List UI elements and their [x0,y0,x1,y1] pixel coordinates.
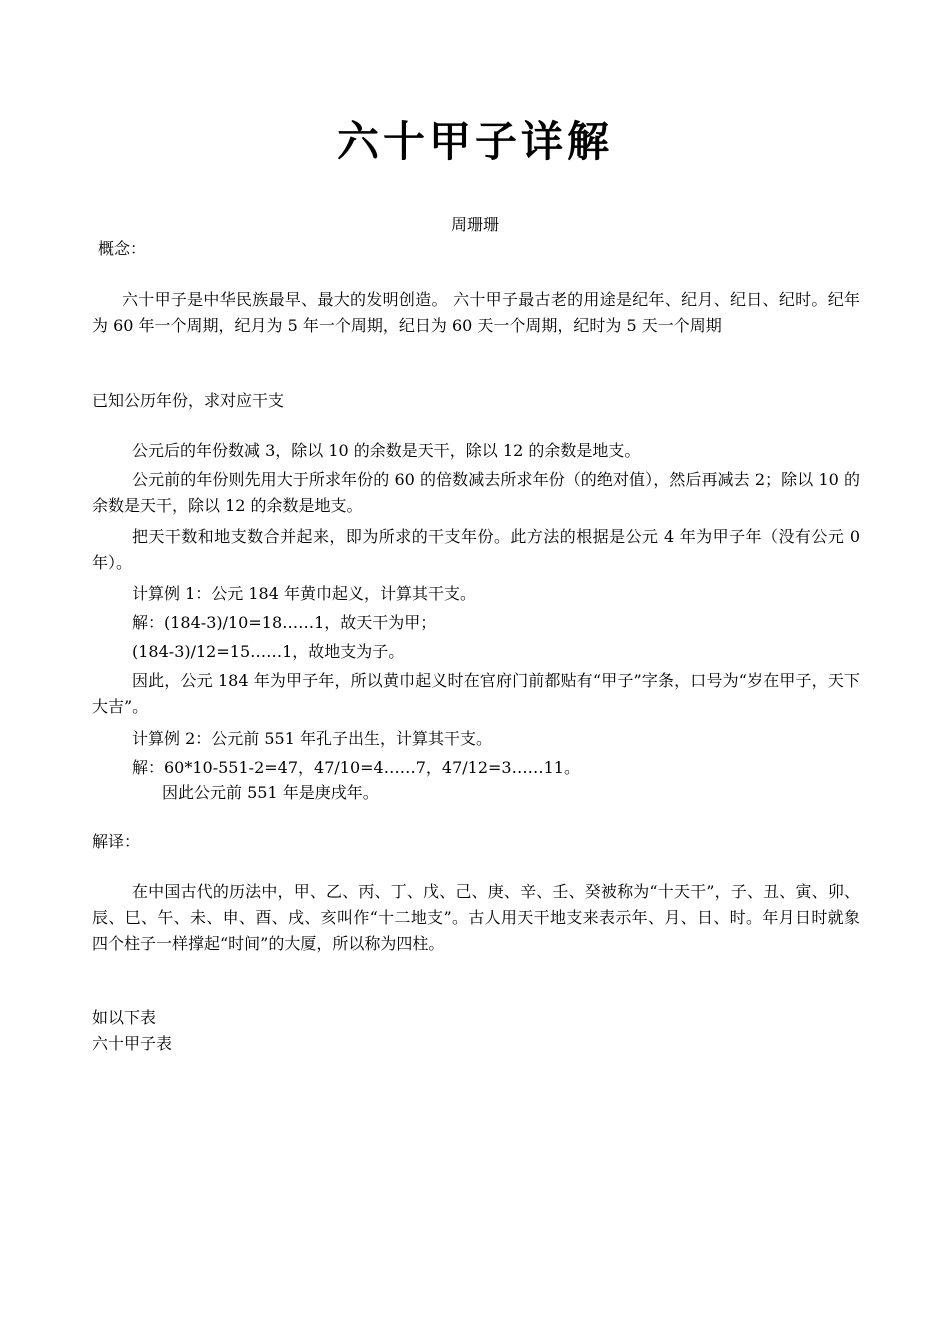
example1-title: 计算例 1：公元 184 年黄巾起义，计算其干支。 [132,584,476,603]
example1-step1: 解：(184-3)/10=18……1，故天干为甲； [132,613,437,632]
table-title: 六十甲子表 [92,1034,173,1053]
example2-title: 计算例 2：公元前 551 年孔子出生，计算其干支。 [132,729,492,748]
example1-conclusion: 因此，公元 184 年为甲子年，所以黄巾起义时在官府门前都贴有“甲子”字条，口号为“岁在甲子，天下大吉”。 [92,671,860,716]
rule-ad-paragraph: 公元后的年份数减 3，除以 10 的余数是天干，除以 12 的余数是地支。 [132,441,641,460]
section-heading-year-conversion: 已知公历年份，求对应干支 [92,391,285,410]
author-name: 周珊珊 [450,215,499,234]
document-title: 六十甲子详解 [336,117,613,166]
example2-conclusion: 因此公元前 551 年是庚戌年。 [162,783,379,802]
intro-paragraph: 六十甲子是中华民族最早、最大的发明创造。 六十甲子最古老的用途是纪年、纪月、纪日、纪时。纪年为 60 年一个周期，纪月为 5 年一个周期，纪日为 60 天一个周期，纪时为 5 天一个周期 [92,290,860,335]
rule-bc-paragraph: 公元前的年份则先用大于所求年份的 60 的倍数减去所求年份（的绝对值），然后再减去 2；除以 10 的余数是天干，除以 12 的余数是地支。 [92,470,860,515]
table-intro: 如以下表 [92,1008,157,1027]
example1-step2: (184-3)/12=15……1，故地支为子。 [132,642,405,661]
explanation-paragraph: 在中国古代的历法中，甲、乙、丙、丁、戊、己、庚、辛、壬、癸被称为“十天干”，子、丑、寅、卯、辰、巳、午、未、申、酉、戌、亥叫作“十二地支”。古人用天干地支来表示年、月、日、时。年月日时就象四个柱子一样撑起“时间”的大厦，所以称为四柱。 [92,882,860,953]
rule-combine-paragraph: 把天干数和地支数合并起来，即为所求的干支年份。此方法的根据是公元 4 年为甲子年（没有公元 0 年）。 [92,527,860,572]
example2-step: 解：60*10-551-2=47，47/10=4……7，47/12=3……11。 [132,758,580,777]
section-heading-explanation: 解译： [92,832,141,851]
concept-heading: 概念： [98,239,147,258]
